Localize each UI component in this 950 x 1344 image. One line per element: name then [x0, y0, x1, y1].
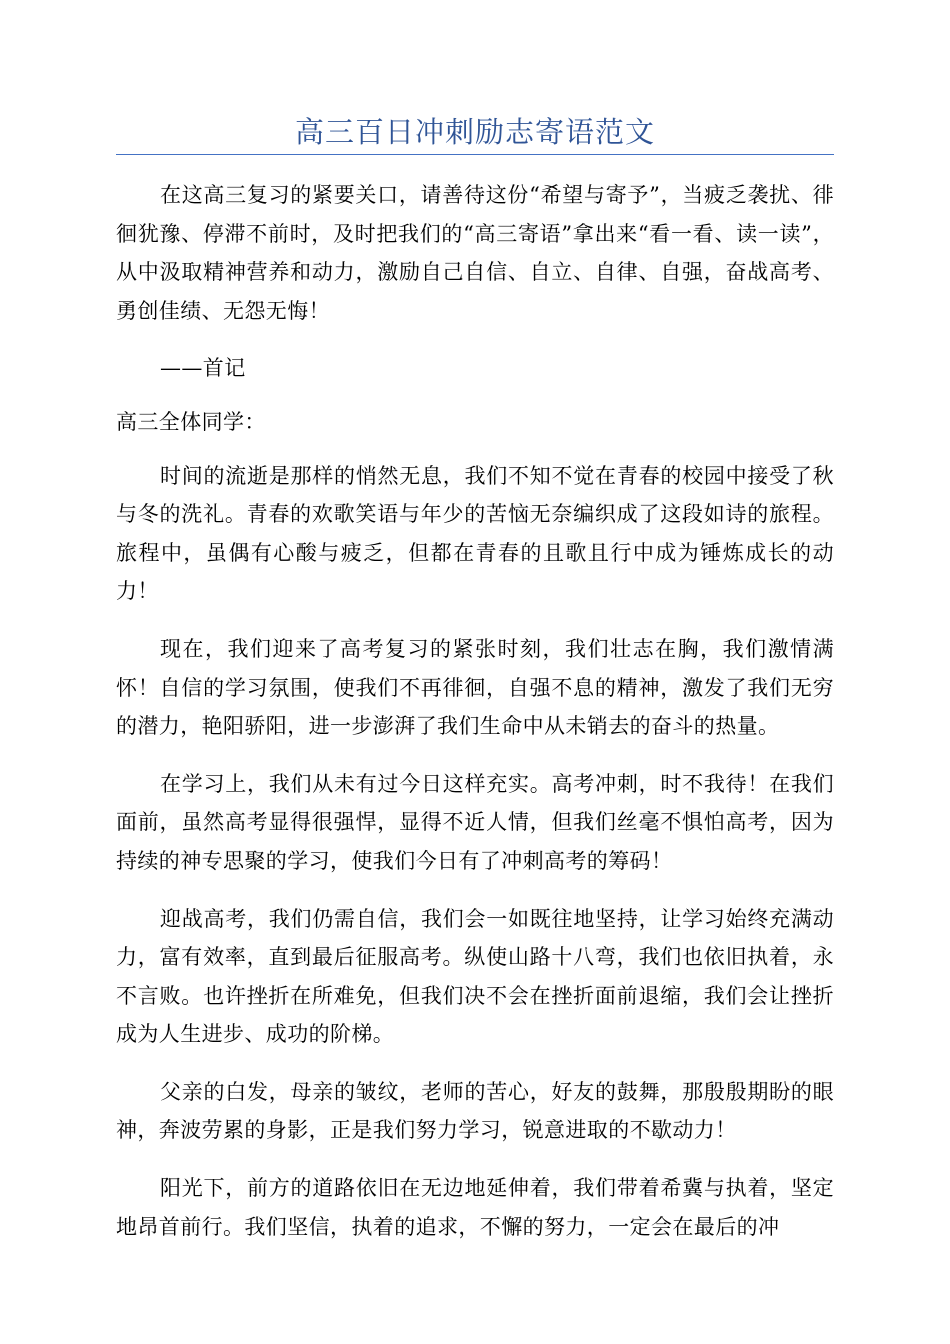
body-paragraph-1: 时间的流逝是那样的悄然无息，我们不知不觉在青春的校园中接受了秋与冬的洗礼。青春的欢歌笑语与年少的苦恼无奈编织成了这段如诗的旅程。旅程中，虽偶有心酸与疲乏，但都在青春的且歌且行中成为锤炼成长的动力！ [116, 463, 834, 604]
body-paragraph-2: 现在，我们迎来了高考复习的紧张时刻，我们壮志在胸，我们激情满怀！自信的学习氛围，使我们不再徘徊，自强不息的精神，激发了我们无穷的潜力，艳阳骄阳，进一步澎湃了我们生命中从未销去的奋斗的热量。 [116, 636, 834, 739]
body-paragraph-3: 在学习上，我们从未有过今日这样充实。高考冲刺，时不我待！在我们面前，虽然高考显得很强悍，显得不近人情，但我们丝毫不惧怕高考，因为持续的神专思聚的学习，使我们今日有了冲刺高考的筹码！ [116, 771, 834, 873]
intro-paragraph: 在这高三复习的紧要关口，请善待这份“希望与寄予”，当疲乏袭扰、徘徊犹豫、停滞不前时，及时把我们的“高三寄语”拿出来“看一看、读一读”，从中汲取精神营养和动力，激励自己自信、自立、自律、自强，奋战高考、勇创佳绩、无怨无悔！ [116, 183, 834, 323]
salutation-line: 高三全体同学： [116, 409, 266, 434]
signoff-line: ——首记 [160, 356, 246, 381]
document-title: 高三百日冲刺励志寄语范文 [294, 115, 655, 149]
body-paragraph-6: 阳光下，前方的道路依旧在无边地延伸着，我们带着希冀与执着，坚定地昂首前行。我们坚信，执着的追求，不懈的努力，一定会在最后的冲 [116, 1176, 834, 1239]
title-underline [116, 154, 834, 155]
body-paragraph-5: 父亲的白发，母亲的皱纹，老师的苦心，好友的鼓舞，那殷殷期盼的眼神，奔波劳累的身影，正是我们努力学习，锐意进取的不歇动力！ [116, 1079, 834, 1143]
body-paragraph-4: 迎战高考，我们仍需自信，我们会一如既往地坚持，让学习始终充满动力，富有效率，直到最后征服高考。纵使山路十八弯，我们也依旧执着，永不言败。也许挫折在所难免，但我们决不会在挫折面前退缩，我们会让挫折成为人生进步、成功的阶梯。 [116, 906, 834, 1047]
document-body [116, 176, 834, 1265]
